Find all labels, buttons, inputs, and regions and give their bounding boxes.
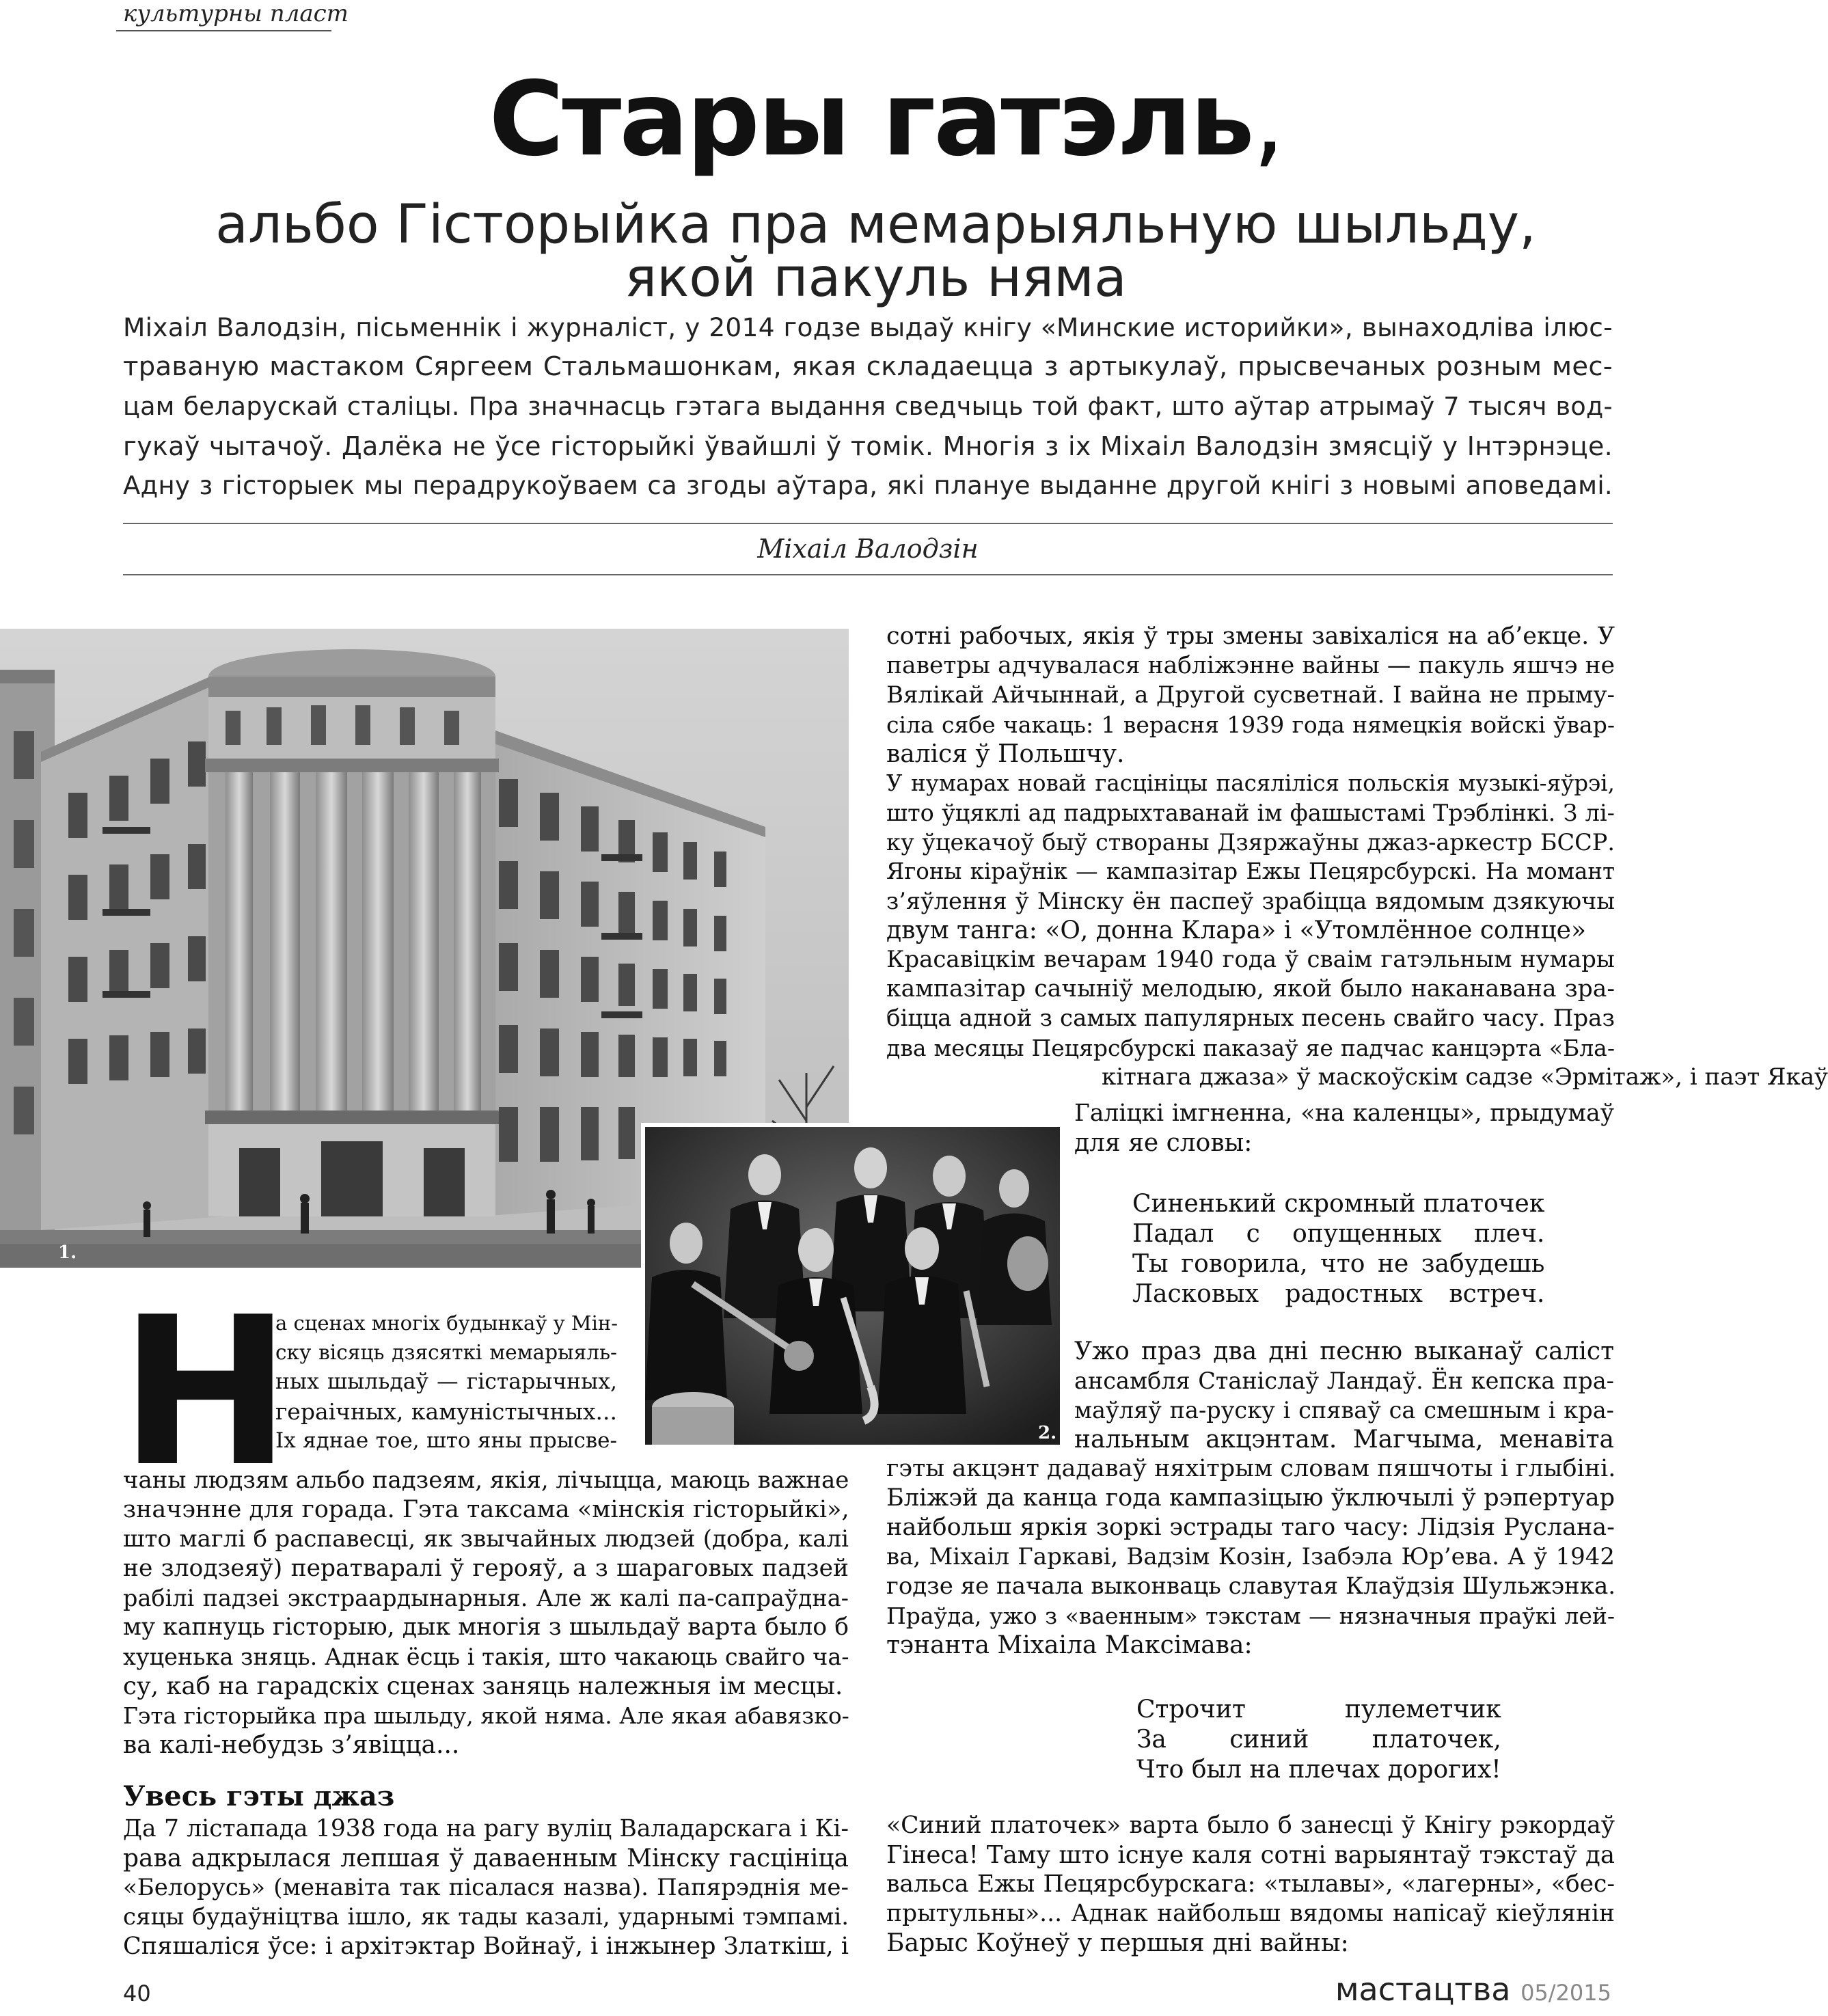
text-line: кітнага джаза» ў маскоўскім садзе «Эрмітаж», і паэт Якаў [1102, 1063, 1828, 1091]
right-column-paragraph [1074, 1337, 1614, 1454]
text-line: ных шыльдаў — гістарычных, [275, 1370, 617, 1394]
text-line: прытульны»... Аднак найбольш вядомы напісаў кіеўлянін [886, 1900, 1615, 1927]
song-lyrics-1 [1132, 1189, 1544, 1309]
text-line: «Белорусь» (менавіта так пісалася назва). Папярэднія ме- [123, 1874, 849, 1901]
text-line: Да 7 лістапада 1938 года на рагу вуліц Валадарскага і Кі- [123, 1815, 849, 1842]
intro-lines-beside-dropcap [275, 1309, 617, 1456]
text-line: У нумарах новай гасцініцы пасяліліся польскія музыкі-яўрэі, [886, 770, 1615, 796]
text-line: рабілі падзеі экстраардынарныя. Але ж калі па-сапраўдна- [123, 1585, 849, 1611]
subtitle-line: якой пакуль няма [625, 247, 1127, 309]
text-line: валіся ў Польшчу. [886, 740, 1125, 768]
text-line: нальным акцэнтам. Магчыма, менавіта [1074, 1426, 1614, 1454]
text-line: Красавіцкім вечарам 1940 года ў сваім гатэльным нумары [886, 946, 1615, 973]
text-line: Бліжэй да канца года кампазіцыю ўключылі ў рэпертуар [886, 1484, 1615, 1512]
lyric-line: Синенький скромный платочек [1132, 1190, 1545, 1218]
right-column-beside-photo [1074, 1099, 1614, 1158]
text-line: ку ўцекачоў быў створаны Дзяржаўны джаз-аркестр БССР. [886, 829, 1615, 856]
right-column-paragraphs [886, 622, 1828, 1092]
text-line: су, каб на гарадскіх сценах заняць належныя ім месцы. [123, 1672, 843, 1700]
text-line: Гэта гісторыйка пра шыльду, якой няма. Але якая абавязко- [123, 1702, 849, 1729]
right-column-paragraph [886, 1454, 1615, 1660]
title-main: Стары гатэль [489, 60, 1253, 179]
magazine-name: мастацтва [1335, 1971, 1511, 2008]
article-title [0, 60, 1615, 179]
text-line: Гінеса! Таму што існуе каля сотні варыянтаў тэкстаў да [886, 1841, 1615, 1869]
text-line: чаны людзям альбо падзеям, якія, лічыцца, маюць важнае [123, 1467, 849, 1494]
text-line: біцца адной з самых папулярных песень свайго часу. Праз [886, 1005, 1615, 1032]
lead-line: Адну з гісторыек мы перадрукоўваем са згоды аўтара, які плануе выданне другой кнігі з новымі аповедамі. [123, 471, 1613, 500]
text-line: найбольш яркія зоркі эстрады таго часу: Лідзія Русланa- [886, 1514, 1615, 1541]
text-line: для яе словы: [1074, 1129, 1253, 1157]
lead-line: цам беларускай сталіцы. Пра значнасць гэтага выдання сведчыць той факт, што аўтар атрымаў 7 тысяч вод- [123, 392, 1613, 421]
text-line: ва калі-небудзь з’явіцца... [123, 1731, 460, 1759]
text-line: Ягоны кіраўнік — кампазітар Ежы Пецярсбурскі. На момант [886, 858, 1615, 884]
lead-paragraph [123, 308, 1613, 506]
issue-number: 05/2015 [1520, 1980, 1611, 2006]
text-line: што маглі б распавесці, як звычайных людзей (добра, калі [123, 1525, 849, 1553]
magazine-masthead [1335, 1971, 1611, 2008]
lyric-line: Строчит пулеметчик [1136, 1695, 1501, 1724]
page-number: 40 [123, 1980, 151, 2006]
lead-line: траваную мастаком Сяргеем Стальмашонкам, якая складаецца з артыкулаў, прысвечаных розным мес- [123, 351, 1613, 382]
article-subtitle [0, 194, 1615, 309]
text-line: Ужо праз два дні песню выканаў саліст [1074, 1337, 1614, 1365]
jazz-band-illustration [645, 1127, 1060, 1445]
photo-number: 1. [58, 1242, 77, 1263]
text-line: гэты акцэнт дадаваў няхітрым словам пяшчоты і глыбіні. [886, 1455, 1616, 1482]
song-lyrics-2 [1136, 1695, 1501, 1785]
title-punct: , [1252, 60, 1283, 179]
section-rule [116, 30, 331, 31]
text-line: сяцы будаўніцтва ішло, як тады казалі, ударнымі тэмпамі. [123, 1903, 849, 1931]
text-line: Галіцкі імгненна, «на каленцы», прыдумаў [1074, 1100, 1614, 1127]
text-line: рава адкрылася лепшая ў даваенным Мінску гасцініца [123, 1844, 849, 1872]
text-line: маўляў па-руску і спяваў са смешным і кра- [1074, 1397, 1614, 1424]
drop-cap: Н [120, 1273, 292, 1512]
text-line: сотні рабочых, якія ў тры змены завіхаліся на аб’екце. У [886, 623, 1615, 650]
intro-paragraph [123, 1466, 849, 1760]
author-rule [123, 574, 1613, 575]
text-line: два месяцы Пецярсбурскі паказаў яе падчас канцэрта «Бла- [886, 1035, 1615, 1061]
text-line: ансамбля Станіслаў Ландаў. Ён кепска пра- [1074, 1367, 1614, 1394]
text-line: гераічных, камуністычных... [275, 1398, 617, 1425]
lead-line: гукаў чытачоў. Далёка не ўсе гісторыйкі ўвайшлі ў томік. Многія з іх Міхаіл Валодзін змясціў у Інтэрнэце. [123, 431, 1613, 461]
text-line: Барыс Коўнеў у першыя дні вайны: [886, 1929, 1349, 1957]
text-line: вальса Ежы Пецярсбурскага: «тылавы», «лагерны», «бес- [886, 1870, 1615, 1898]
lyric-line: Что был на плечах дорогих! [1136, 1756, 1501, 1784]
text-line: не злодзеяў) ператваралі ў герояў, а з шараговых падзей [123, 1555, 849, 1582]
jazz-section-paragraph [123, 1814, 849, 1961]
lyric-line: Ты говорила, что не забудешь [1132, 1250, 1545, 1278]
text-line: Вялікай Айчыннай, а Другой сусветнай. І вайна не прыму- [886, 681, 1615, 709]
text-line: сіла сябе чакаць: 1 верасня 1939 года нямецкія войскі ўвар- [886, 711, 1615, 738]
right-column-paragraph [886, 1811, 1615, 1958]
text-line: тэнанта Міхаіла Максімава: [886, 1631, 1253, 1659]
lead-line: Міхаіл Валодзін, пісьменнік і журналіст, у 2014 годзе выдаў кнігу «Минские историйки», вынаходліва ілюс- [123, 312, 1613, 342]
lyric-line: Ласковых радостных встреч. [1132, 1280, 1545, 1308]
author-byline: Міхаіл Валодзін [757, 534, 979, 564]
text-line: му капнуць гісторыю, дык многія з шыльдаў варта было б [123, 1613, 849, 1641]
section-subheading: Увесь гэты джаз [123, 1780, 395, 1812]
text-line: Спяшаліся ўсе: і архітэктар Войнаў, і інжынер Златкіш, і [123, 1933, 849, 1960]
text-line: а сценах многіх будынкаў у Мін- [275, 1311, 618, 1335]
text-line: «Синий платочек» варта было б занесці ў Кнігу рэкордаў [886, 1812, 1615, 1839]
text-line: значэнне для горада. Гэта таксама «мінскія гісторыйкі», [123, 1496, 849, 1523]
author-rule [123, 523, 1613, 524]
text-line: з’яўлення ў Мінску ён паспеў зрабіцца вядомым дзякуючы [886, 888, 1615, 914]
text-line: хуценька зняць. Аднак ёсць і такія, што чакаюць свайго ча- [123, 1644, 849, 1670]
text-line: двум танга: «О, донна Клара» і «Утомлённое солнце» [886, 916, 1587, 944]
text-line: Іх яднае тое, што яны прысве- [275, 1428, 617, 1453]
lyric-line: Падал с опущенных плеч. [1132, 1220, 1545, 1248]
text-line: паветры адчувалася набліжэнне вайны — пакуль яшчэ не [886, 652, 1615, 679]
photo-number: 2. [1038, 1423, 1057, 1443]
lyric-line: За синий платочек, [1136, 1726, 1501, 1754]
text-line: ва, Міхаіл Гаркаві, Вадзім Козін, Ізабэла Юр’ева. А ў 1942 [886, 1543, 1615, 1570]
text-line: ску вісяць дзясяткі мемарыяль- [275, 1341, 617, 1364]
text-line: што ўцяклі ад падрыхтаванай ім фашыстамі Трэблінкі. З лі- [886, 800, 1615, 826]
section-tag: культурны пласт [123, 0, 349, 27]
text-line: годзе яе пачала выконваць славутая Клаўдзія Шульжэнка. [886, 1572, 1616, 1600]
text-line: кампазітар сачыніў мелодыю, якой было наканавана зра- [886, 975, 1615, 1003]
jazz-band-photo [641, 1123, 1064, 1449]
subtitle-line: альбо Гісторыйка пра мемарыяльную шыльду, [215, 194, 1536, 256]
text-line: Праўда, ужо з «ваенным» тэкстам — нязначныя праўкі лей- [886, 1603, 1615, 1629]
